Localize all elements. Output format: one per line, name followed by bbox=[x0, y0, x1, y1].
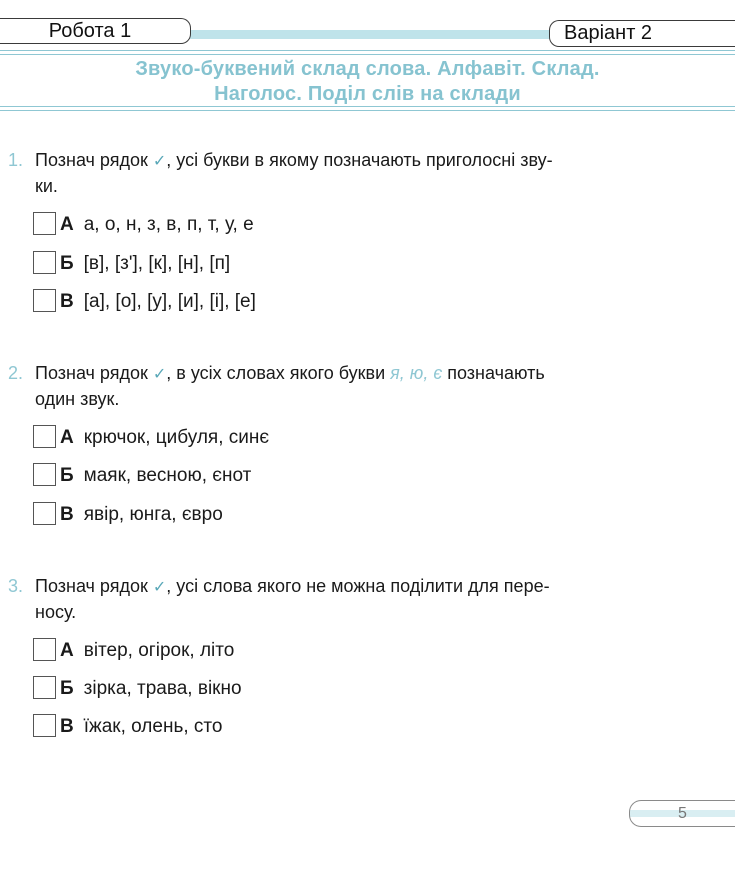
work-label: Робота 1 bbox=[48, 20, 132, 42]
answer-checkbox[interactable] bbox=[33, 676, 56, 699]
question-number: 2. bbox=[8, 363, 24, 383]
option-2b[interactable]: Б маяк, весною, єнот bbox=[33, 462, 251, 490]
work-tab bbox=[0, 18, 191, 44]
tick-icon: ✓ bbox=[152, 579, 167, 596]
question-text: Познач рядок ✓, в усіх словах якого букви я, ю, є позначають один звук. bbox=[35, 363, 545, 409]
header-rule bbox=[0, 54, 735, 55]
option-2c[interactable]: В явір, юнга, євро bbox=[33, 501, 223, 529]
answer-checkbox[interactable] bbox=[33, 638, 56, 661]
title-line-1: Звуко-буквений склад слова. Алфавіт. Склад. bbox=[135, 58, 600, 80]
option-3b[interactable]: Б зірка, трава, вікно bbox=[33, 675, 242, 703]
tick-icon: ✓ bbox=[152, 153, 167, 170]
option-1b[interactable]: Б [в], [з'], [к], [н], [п] bbox=[33, 250, 230, 278]
answer-checkbox[interactable] bbox=[33, 502, 56, 525]
header-rule bbox=[0, 110, 735, 111]
question-2 bbox=[8, 361, 695, 411]
variant-tab bbox=[549, 20, 735, 47]
question-number: 3. bbox=[8, 576, 24, 596]
answer-checkbox[interactable] bbox=[33, 212, 56, 235]
question-1 bbox=[8, 148, 695, 198]
variant-label: Варіант 2 bbox=[564, 22, 653, 44]
answer-checkbox[interactable] bbox=[33, 289, 56, 312]
tick-icon: ✓ bbox=[152, 366, 167, 383]
option-3c[interactable]: В їжак, олень, сто bbox=[33, 713, 222, 741]
highlighted-letters: я, ю, є bbox=[390, 363, 443, 383]
answer-checkbox[interactable] bbox=[33, 251, 56, 274]
question-number: 1. bbox=[8, 150, 24, 170]
question-3 bbox=[8, 574, 695, 624]
header-rule bbox=[0, 50, 735, 51]
answer-checkbox[interactable] bbox=[33, 425, 56, 448]
title-line-2: Наголос. Поділ слів на склади bbox=[214, 83, 521, 105]
answer-checkbox[interactable] bbox=[33, 463, 56, 486]
option-3a[interactable]: А вітер, огірок, літо bbox=[33, 637, 234, 665]
page-number: 5 bbox=[678, 805, 687, 822]
option-2a[interactable]: А крючок, цибуля, синє bbox=[33, 424, 269, 452]
option-1a[interactable]: А а, о, н, з, в, п, т, у, е bbox=[33, 211, 254, 239]
option-1c[interactable]: В [а], [о], [у], [и], [і], [е] bbox=[33, 288, 256, 316]
page-title bbox=[0, 57, 735, 107]
question-text: Познач рядок ✓, усі букви в якому позначають приголосні зву- ки. bbox=[35, 150, 553, 196]
page-number-box bbox=[629, 800, 735, 827]
answer-checkbox[interactable] bbox=[33, 714, 56, 737]
question-text: Познач рядок ✓, усі слова якого не можна поділити для пере- носу. bbox=[35, 576, 550, 622]
